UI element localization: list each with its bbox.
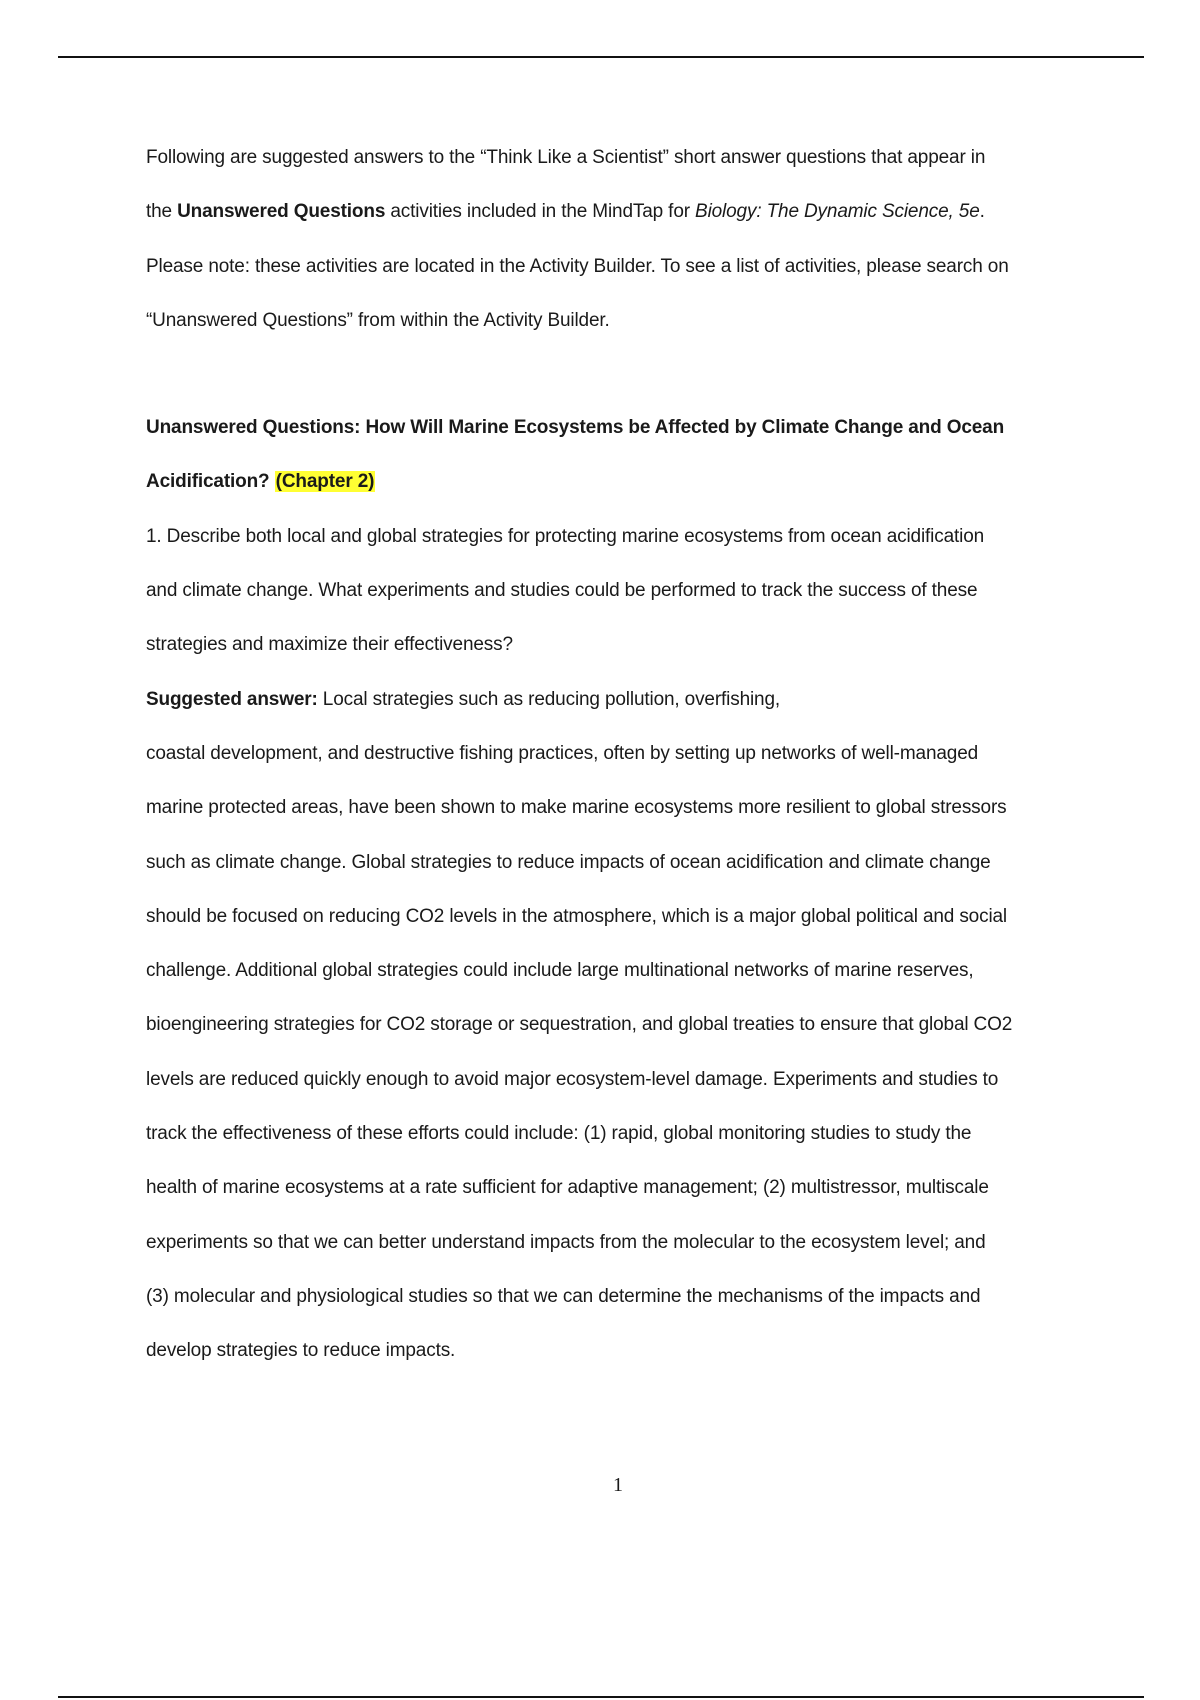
answer-line: such as climate change. Global strategies to reduce impacts of ocean acidification and climate change [146, 851, 991, 873]
unanswered-questions-term: Unanswered Questions [177, 201, 386, 223]
answer-line: challenge. Additional global strategies could include large multinational networks of marine reserves, [146, 960, 974, 982]
section-heading-text: Acidification? [146, 471, 270, 493]
intro-line-3: Please note: these activities are located in the Activity Builder. To see a list of activities, please search on [146, 255, 1009, 277]
book-title: Biology: The Dynamic Science, 5e [695, 201, 980, 223]
page-number: 1 [613, 1474, 623, 1496]
intro-line-2 [146, 185, 1096, 239]
intro-text: the [146, 201, 178, 223]
answer-line: track the effectiveness of these efforts could include: (1) rapid, global monitoring studies to study the [146, 1123, 972, 1145]
intro-line-1: Following are suggested answers to the “Think Like a Scientist” short answer questions that appear in [146, 147, 986, 168]
question-line-3: strategies and maximize their effectiveness? [146, 634, 513, 656]
section-heading-line-1: Unanswered Questions: How Will Marine Ecosystems be Affected by Climate Change and Ocean [146, 417, 1005, 439]
paragraph-gap [146, 348, 1096, 401]
answer-line: experiments so that we can better understand impacts from the molecular to the ecosystem level; and [146, 1231, 986, 1253]
intro-text: activities included in the MindTap for [385, 201, 696, 223]
question-line-2: and climate change. What experiments and studies could be performed to track the success of these [146, 580, 978, 602]
answer-line: coastal development, and destructive fishing practices, often by setting up networks of well-managed [146, 742, 979, 764]
document-body [146, 131, 1096, 1379]
answer-line: bioengineering strategies for CO2 storage or sequestration, and global treaties to ensure that global CO2 [146, 1014, 1013, 1036]
intro-text: . [979, 201, 985, 223]
answer-first-line [146, 673, 1096, 727]
answer-text: Local strategies such as reducing pollution, overfishing, [317, 688, 781, 710]
question-line-1: 1. Describe both local and global strategies for protecting marine ecosystems from ocean acidification [146, 525, 985, 547]
top-rule [58, 56, 1144, 58]
section-heading-line-2 [146, 455, 1096, 509]
answer-label: Suggested answer: [146, 688, 318, 710]
answer-line: (3) molecular and physiological studies so that we can determine the mechanisms of the impacts and [146, 1285, 981, 1307]
answer-line: health of marine ecosystems at a rate sufficient for adaptive management; (2) multistressor, multiscale [146, 1177, 989, 1199]
bottom-rule [58, 1696, 1144, 1698]
intro-line-4: “Unanswered Questions” from within the Activity Builder. [146, 309, 610, 331]
answer-line: levels are reduced quickly enough to avoid major ecosystem-level damage. Experiments and studies to [146, 1068, 999, 1090]
answer-line: should be focused on reducing CO2 levels in the atmosphere, which is a major global political and social [146, 905, 1008, 927]
answer-line: develop strategies to reduce impacts. [146, 1340, 456, 1362]
answer-line: marine protected areas, have been shown to make marine ecosystems more resilient to global stressors [146, 797, 1007, 819]
chapter-tag: (Chapter 2) [275, 471, 375, 493]
